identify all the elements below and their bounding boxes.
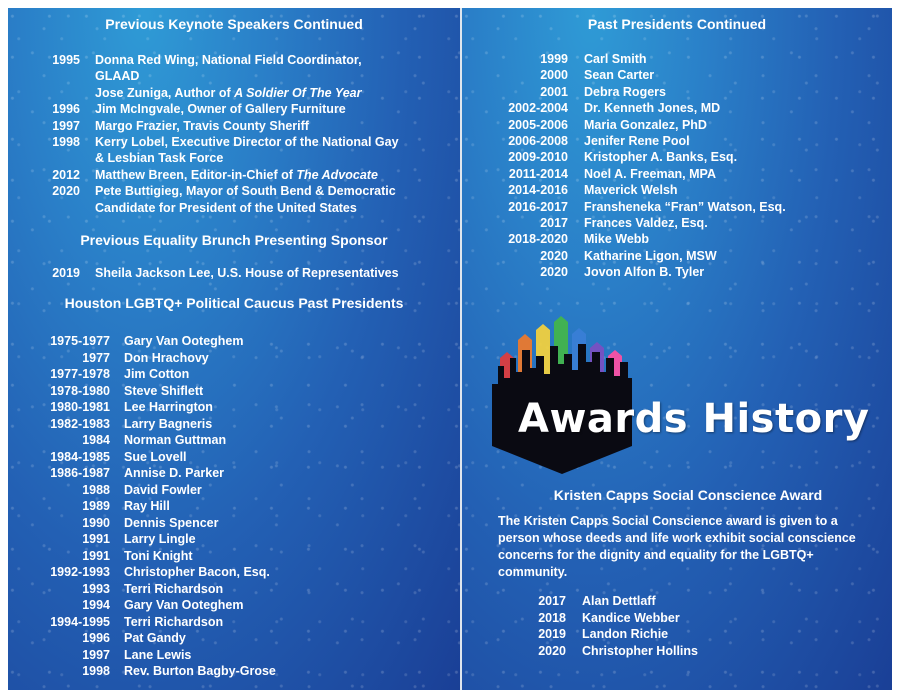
- year-label: 1984-1985: [50, 449, 110, 464]
- year-label: 1998: [82, 664, 110, 678]
- year-label: 2002-2004: [508, 101, 568, 116]
- year-label: 1980-1981: [50, 400, 110, 414]
- person-name: Katharine Ligon, MSW: [584, 248, 717, 263]
- person-name: Mike Webb: [584, 232, 650, 247]
- year-label: 1984: [82, 433, 110, 447]
- year-label: 1988: [82, 482, 110, 497]
- person-name: Lee Harrington: [124, 400, 213, 414]
- left-page: [8, 8, 460, 690]
- year-label: 2009-2010: [508, 150, 568, 165]
- keynote-name: Margo Frazier, Travis County Sheriff: [95, 119, 309, 133]
- year-label: 2011-2014: [508, 166, 568, 181]
- person-name: Fransheneka “Fran” Watson, Esq.: [584, 199, 786, 214]
- awards-history-title: Awards History: [518, 396, 870, 442]
- keynote-name: Pete Buttigieg, Mayor of South Bend & Democratic: [95, 184, 396, 198]
- person-name: Maverick Welsh: [584, 183, 678, 198]
- person-name: Lane Lewis: [124, 647, 192, 662]
- person-name: Annise D. Parker: [124, 466, 225, 480]
- year-label: 1977-1978: [50, 367, 110, 381]
- brunch-year: 2019: [52, 266, 80, 280]
- year-label: 2017: [540, 216, 568, 230]
- keynote-year: 2020: [52, 184, 80, 198]
- year-label: 2019: [538, 627, 566, 642]
- keynote-name: & Lesbian Task Force: [95, 151, 224, 165]
- person-name: Dr. Kenneth Jones, MD: [584, 101, 721, 116]
- year-label: 1975-1977: [50, 334, 110, 348]
- award-heading: Kristen Capps Social Conscience Award: [553, 487, 823, 503]
- keynote-name: Donna Red Wing, National Field Coordinator,: [95, 53, 362, 67]
- person-name: Sue Lovell: [124, 449, 187, 464]
- year-label: 1996: [82, 631, 110, 645]
- year-label: 2018: [538, 610, 566, 625]
- year-label: 2005-2006: [508, 117, 568, 132]
- person-name: Frances Valdez, Esq.: [584, 216, 708, 230]
- year-label: 2006-2008: [508, 134, 568, 148]
- year-label: 2001: [540, 84, 568, 99]
- person-name: Terri Richardson: [124, 581, 224, 596]
- year-label: 2014-2016: [508, 183, 568, 198]
- person-name: Don Hrachovy: [124, 350, 209, 365]
- keynote-name: GLAAD: [95, 69, 140, 83]
- past-presidents-heading: Past Presidents Continued: [587, 16, 767, 32]
- year-label: 1982-1983: [50, 416, 110, 431]
- year-label: 1989: [82, 499, 110, 513]
- brunch-name: Sheila Jackson Lee, U.S. House of Representatives: [95, 266, 399, 280]
- keynote-year: 1997: [52, 119, 80, 133]
- person-name: Noel A. Freeman, MPA: [584, 166, 716, 181]
- person-name: Dennis Spencer: [124, 515, 219, 530]
- award-description: The Kristen Capps Social Conscience award is given to a person whose deeds and life work exhibit social conscience concerns for the dignity and equality for the LGBTQ+ community.: [498, 514, 856, 579]
- person-name: Alan Dettlaff: [582, 594, 656, 608]
- person-name: Terri Richardson: [124, 614, 224, 629]
- keynote-year: 2012: [52, 168, 80, 182]
- keynote-name: Jim McIngvale, Owner of Gallery Furniture: [95, 102, 346, 116]
- person-name: Landon Richie: [582, 627, 669, 642]
- year-label: 2000: [540, 68, 568, 83]
- person-name: Toni Knight: [124, 548, 193, 563]
- person-name: David Fowler: [124, 482, 202, 497]
- presidents-heading: Houston LGBTQ+ Political Caucus Past Presidents: [64, 295, 404, 311]
- year-label: 1978-1980: [50, 383, 110, 398]
- person-name: Kandice Webber: [582, 610, 680, 625]
- person-name: Gary Van Ooteghem: [124, 598, 244, 612]
- keynote-name: Jose Zuniga, Author of A Soldier Of The Year: [95, 86, 362, 100]
- person-name: Norman Guttman: [124, 433, 227, 447]
- keynote-name: Matthew Breen, Editor-in-Chief of The Advocate: [95, 168, 378, 182]
- book-title: A Soldier Of The Year: [234, 86, 362, 100]
- year-label: 1994-1995: [50, 614, 110, 629]
- person-name: Kristopher A. Banks, Esq.: [584, 150, 738, 165]
- year-label: 1993: [82, 581, 110, 596]
- person-name: Larry Bagneris: [124, 416, 213, 431]
- year-label: 1997: [82, 647, 110, 662]
- year-label: 1986-1987: [50, 466, 110, 480]
- person-name: Maria Gonzalez, PhD: [584, 117, 707, 132]
- person-name: Christopher Hollins: [582, 644, 698, 659]
- brunch-heading: Previous Equality Brunch Presenting Sponsor: [80, 232, 388, 248]
- year-label: 2020: [538, 644, 566, 659]
- year-label: 1999: [540, 52, 568, 66]
- year-label: 2017: [538, 594, 566, 608]
- year-label: 1990: [82, 515, 110, 530]
- year-label: 2016-2017: [508, 199, 568, 214]
- person-name: Sean Carter: [584, 68, 655, 83]
- skyline-logo: [492, 306, 672, 476]
- person-name: Pat Gandy: [124, 631, 186, 645]
- person-name: Rev. Burton Bagby-Grose: [124, 664, 276, 678]
- person-name: Jim Cotton: [124, 367, 190, 381]
- year-label: 1977: [82, 350, 110, 365]
- person-name: Larry Lingle: [124, 532, 196, 546]
- person-name: Jenifer Rene Pool: [584, 134, 690, 148]
- year-label: 1994: [82, 598, 110, 612]
- year-label: 1992-1993: [50, 565, 110, 579]
- keynote-name: Kerry Lobel, Executive Director of the National Gay: [95, 135, 399, 149]
- year-label: 2020: [540, 248, 568, 263]
- year-label: 1991: [82, 532, 110, 546]
- person-name: Gary Van Ooteghem: [124, 334, 244, 348]
- year-label: 1991: [82, 548, 110, 563]
- person-name: Christopher Bacon, Esq.: [124, 565, 270, 579]
- year-label: 2020: [540, 265, 568, 280]
- keynote-heading: Previous Keynote Speakers Continued: [105, 16, 363, 32]
- person-name: Steve Shiflett: [124, 383, 204, 398]
- person-name: Debra Rogers: [584, 84, 666, 99]
- right-page: [462, 8, 892, 690]
- year-label: 2018-2020: [508, 232, 568, 247]
- person-name: Carl Smith: [584, 52, 647, 66]
- person-name: Ray Hill: [124, 499, 170, 513]
- keynote-name: Candidate for President of the United States: [95, 201, 357, 215]
- publication-title: The Advocate: [296, 168, 378, 182]
- keynote-year: 1998: [52, 135, 80, 149]
- person-name: Jovon Alfon B. Tyler: [584, 265, 705, 280]
- keynote-year: 1996: [52, 102, 80, 116]
- keynote-year: 1995: [52, 53, 80, 67]
